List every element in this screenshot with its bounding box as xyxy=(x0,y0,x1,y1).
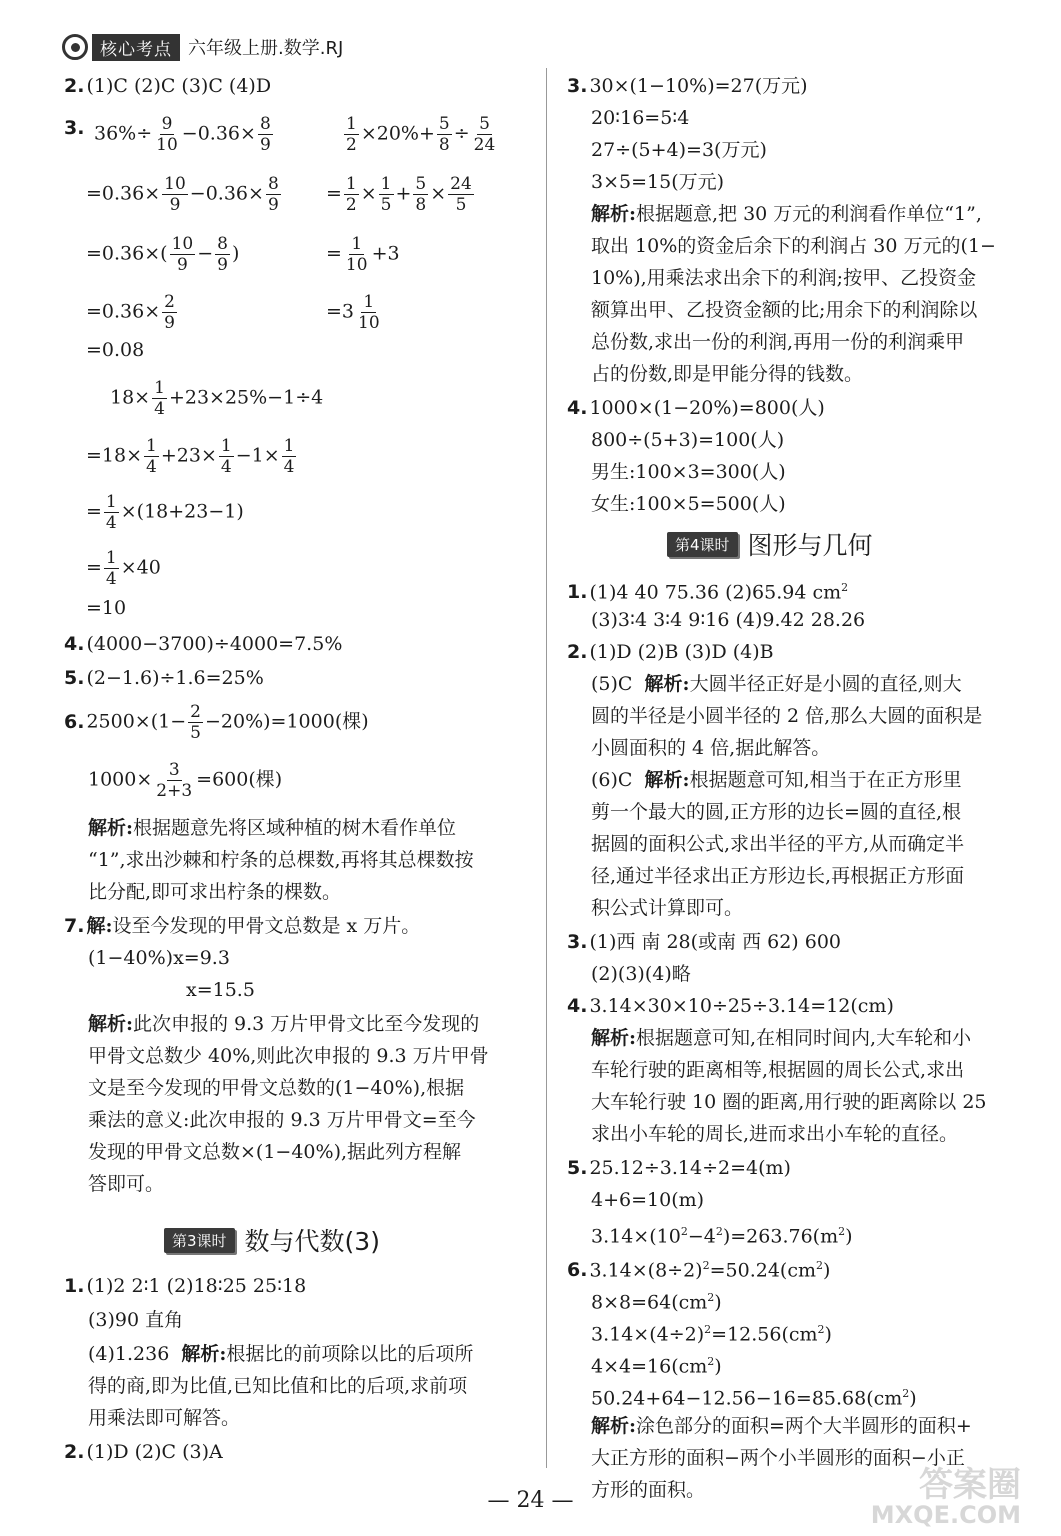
s4-q2-line8: 径,通过半径求出正方形边长,再根据正方形面 xyxy=(591,865,965,887)
s4-q6-line5: $50.24+64-12.56-16=85.68(cm^2)$ xyxy=(591,1387,917,1410)
s4-q2-line5: (6)C 解析:根据题意可知,相当于在正方形里 xyxy=(591,769,962,791)
s4-q6-analysis-2: 大正方形的面积−两个小半圆形的面积−小正 xyxy=(591,1447,965,1469)
s3-q1-line2: (3)90 直角 xyxy=(88,1309,184,1331)
s4-q2-line4: 小圆面积的 4 倍,据此解答。 xyxy=(591,737,831,759)
s4-q3-line1: 3. (1)西 南 28(或南 西 62) 600 xyxy=(567,931,842,953)
section-4-heading: 图形与几何 xyxy=(747,531,873,560)
q7-analysis-line1: 解析:此次申报的 9.3 万片甲骨文比至今发现的 xyxy=(88,1013,480,1035)
left-q3-number: 3. xyxy=(64,117,85,139)
s4-q5-line2: 4+6=10(m) xyxy=(591,1189,705,1211)
q6-analysis-line2: “1”,求出沙棘和柠条的总棵数,再将其总棵数按 xyxy=(88,849,474,871)
right-q3-analysis-5: 总份数,求出一份的利润,再用一份的利润乘甲 xyxy=(591,331,965,353)
page-number: — 24 — xyxy=(487,1488,574,1513)
right-q4-line1: 4. 1000×(1−20%)=800(人) xyxy=(567,397,825,419)
expr-c-line3: = $\frac{1}{4}$ ×(18+23−1) xyxy=(86,492,244,533)
s4-q5-line3: $3.14\times(10^2-4^2)=263.76(m^2)$ xyxy=(591,1225,853,1248)
expr-a-line3: =0.36×( $\frac{10}{9}$ − $\frac{8}{9}$ ) xyxy=(86,234,240,275)
expr-c-line2: =18× $\frac{1}{4}$ +23× $\frac{1}{4}$ −1× $\frac{1}{4}$ xyxy=(86,436,295,477)
expr-a-line2: =0.36× $\frac{10}{9}$ −0.36× $\frac{8}{9}$ xyxy=(86,174,279,215)
right-q3-analysis-4: 额算出甲、乙投资金额的比;用余下的利润除以 xyxy=(591,299,978,321)
q6-analysis-line3: 比分配,即可求出柠条的棵数。 xyxy=(88,881,342,903)
s4-q2-line9: 积公式计算即可。 xyxy=(591,897,744,919)
s4-q6-line3: $3.14\times(4\div 2)^2=12.56(cm^2)$ xyxy=(591,1323,832,1346)
right-q3-analysis-3: 10%),用乘法求出余下的利润;按甲、乙投资金 xyxy=(591,267,977,289)
left-q6-line1: 6. 2500×(1− $\frac{2}{5}$ −20%)=1000(棵) xyxy=(64,702,369,743)
s4-q6-analysis-3: 方形的面积。 xyxy=(591,1479,706,1501)
q7-analysis-line4: 乘法的意义:此次申报的 9.3 万片甲骨文=至今 xyxy=(88,1109,476,1131)
section-3-badge: 第3课时 xyxy=(164,1228,235,1253)
s4-q1-line2: (3)3∶4 3∶4 9∶16 (4)9.42 28.26 xyxy=(591,609,866,631)
s4-q4-line1: 4. 3.14×30×10÷25÷3.14=12(cm) xyxy=(567,995,894,1017)
s4-q6-line4: $4\times 4=16(cm^2)$ xyxy=(591,1355,722,1378)
s3-q2: 2. (1)D (2)C (3)A xyxy=(64,1441,223,1463)
left-q5: 5. (2−1.6)÷1.6=25% xyxy=(64,667,264,689)
right-q4-line3: 男生:100×3=300(人) xyxy=(591,461,786,483)
watermark: 答案圈 MXQE.COM xyxy=(870,1465,1021,1529)
expr-a-line1: 36%÷ $\frac{9}{10}$ −0.36× $\frac{8}{9}$ xyxy=(94,114,271,155)
s4-q2-line1: 2. (1)D (2)B (3)D (4)B xyxy=(567,641,774,663)
s4-q4-analysis-4: 求出小车轮的周长,进而求出小车轮的直径。 xyxy=(591,1123,959,1145)
s3-q1-line5: 用乘法即可解答。 xyxy=(88,1407,241,1429)
section-4-badge: 第4课时 xyxy=(667,532,738,557)
s4-q5-line1: 5. 25.12÷3.14÷2=4(m) xyxy=(567,1157,791,1179)
expr-c-line5: =10 xyxy=(86,597,127,619)
expr-b-line4: =3 $\frac{1}{10}$ xyxy=(326,292,380,333)
expr-b-line3: = $\frac{1}{10}$ +3 xyxy=(326,234,400,275)
expr-c-line4: = $\frac{1}{4}$ ×40 xyxy=(86,548,161,589)
q7-analysis-line3: 文是至今发现的甲骨文总数的(1−40%),根据 xyxy=(88,1077,465,1099)
left-q7-line2: (1−40%)x=9.3 xyxy=(88,947,230,969)
right-q3-line3: 27÷(5+4)=3(万元) xyxy=(591,139,767,161)
expr-b-line1: $\frac{1}{2}$ ×20%+ $\frac{5}{8}$ ÷ $\frac{5}{24}$ xyxy=(346,114,496,155)
q6-analysis-line1: 解析:根据题意先将区域种植的树木看作单位 xyxy=(88,817,457,839)
header-subtitle: 六年级上册.数学.RJ xyxy=(188,38,344,59)
left-q2: 2. (1)C (2)C (3)C (4)D xyxy=(64,75,272,97)
column-divider xyxy=(546,68,547,1468)
expr-c-line1: 18× $\frac{1}{4}$ +23×25%−1÷4 xyxy=(110,378,324,419)
s4-q4-analysis-3: 大车轮行驶 10 圈的距离,用行驶的距离除以 25 xyxy=(591,1091,987,1113)
right-q3-analysis-2: 取出 10%的资金后余下的利润占 30 万元的(1− xyxy=(591,235,996,257)
logo-text: 核心考点 xyxy=(92,34,180,61)
expr-a-line5: =0.08 xyxy=(86,339,145,361)
s3-q1-line3: (4)1.236 解析:根据比的前项除以比的后项所 xyxy=(88,1343,474,1365)
left-q7-line3: x=15.5 xyxy=(186,979,255,1001)
right-q3-analysis-1: 解析:根据题意,把 30 万元的利润看作单位“1”, xyxy=(591,203,982,225)
section-3-heading: 数与代数(3) xyxy=(244,1227,380,1256)
s4-q2-line2: (5)C 解析:大圆半径正好是小圆的直径,则大 xyxy=(591,673,962,695)
s4-q2-line7: 据圆的面积公式,求出半径的平方,从而确定半 xyxy=(591,833,965,855)
q7-analysis-line2: 甲骨文总数少 40%,则此次申报的 9.3 万片甲骨 xyxy=(88,1045,489,1067)
right-q4-line2: 800÷(5+3)=100(人) xyxy=(591,429,785,451)
s4-q3-line2: (2)(3)(4)略 xyxy=(591,963,691,985)
s4-q2-line6: 剪一个最大的圆,正方形的边长=圆的直径,根 xyxy=(591,801,962,823)
section-3-title xyxy=(164,1222,380,1258)
right-q3-line2: 20∶16=5∶4 xyxy=(591,107,690,129)
q7-analysis-line6: 答即可。 xyxy=(88,1173,165,1195)
left-q7-line1: 7. 解:设至今发现的甲骨文总数是 x 万片。 xyxy=(64,915,421,937)
s4-q6-analysis-1: 解析:涂色部分的面积=两个大半圆形的面积+ xyxy=(591,1415,972,1437)
s4-q6-line2: $8\times 8=64(cm^2)$ xyxy=(591,1291,722,1314)
left-q6-line2: 1000× $\frac{3}{2+3}$ =600(棵) xyxy=(88,760,283,801)
expr-b-line2: = $\frac{1}{2}$ × $\frac{1}{5}$ + $\frac{5}{8}$ × $\frac{24}{5}$ xyxy=(326,174,472,215)
section-4-title xyxy=(667,526,873,562)
right-q3-analysis-6: 占的份数,即是甲能分得的钱数。 xyxy=(591,363,864,385)
s3-q1-line1: 1. (1)2 2∶1 (2)18∶25 25∶18 xyxy=(64,1275,307,1297)
right-q3-line4: 3×5=15(万元) xyxy=(591,171,725,193)
expr-a-line4: =0.36× $\frac{2}{9}$ xyxy=(86,292,175,333)
s4-q4-analysis-2: 车轮行驶的距离相等,根据圆的周长公式,求出 xyxy=(591,1059,965,1081)
s3-q1-line4: 得的商,即为比值,已知比值和比的后项,求前项 xyxy=(88,1375,468,1397)
s4-q1-line1: 1. (1)4 40 75.36 (2)65.94 $cm^2$ xyxy=(567,581,849,604)
right-q4-line4: 女生:100×5=500(人) xyxy=(591,493,786,515)
s4-q2-line3: 圆的半径是小圆半径的 2 倍,那么大圆的面积是 xyxy=(591,705,983,727)
page-header xyxy=(62,32,343,62)
s4-q6-line1: 6. $3.14\times(8\div 2)^2=50.24(cm^2)$ xyxy=(567,1259,831,1282)
logo-icon xyxy=(62,34,88,60)
s4-q4-analysis-1: 解析:根据题意可知,在相同时间内,大车轮和小 xyxy=(591,1027,972,1049)
right-q3-line1: 3. 30×(1−10%)=27(万元) xyxy=(567,75,808,97)
q7-analysis-line5: 发现的甲骨文总数×(1−40%),据此列方程解 xyxy=(88,1141,462,1163)
left-q4: 4. (4000−3700)÷4000=7.5% xyxy=(64,633,343,655)
